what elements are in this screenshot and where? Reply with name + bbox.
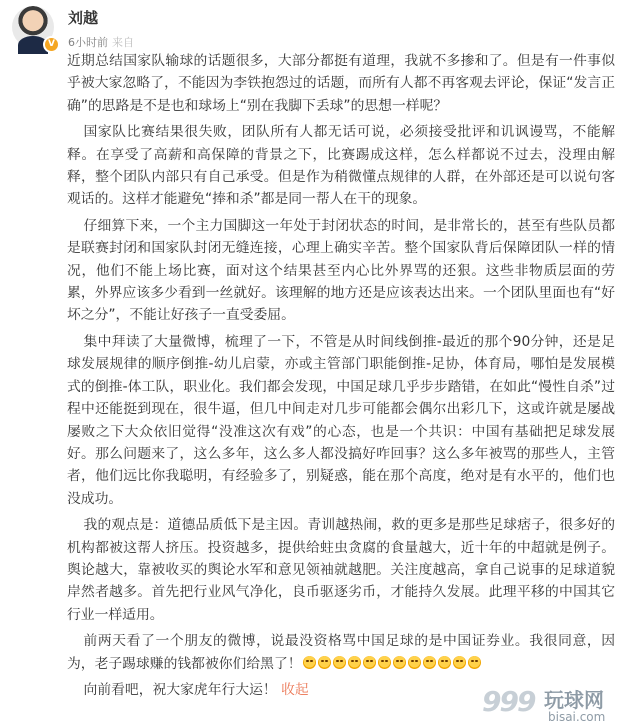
paragraph-6-text: 前两天看了一个朋友的微博，说最没资格骂中国足球的是中国证券业。我很同意，因为，老子踢球赚的钱都被你们给黑了！ <box>67 633 615 672</box>
post-time[interactable]: 6小时前 <box>68 36 108 49</box>
site-watermark <box>482 684 622 724</box>
laughing-crying-emoji <box>363 656 376 669</box>
post-source: 来自 <box>112 36 134 49</box>
post-meta <box>68 34 134 50</box>
laughing-crying-emoji <box>348 656 361 669</box>
laughing-crying-emoji <box>408 656 421 669</box>
paragraph-6 <box>67 630 615 675</box>
collapse-link[interactable]: 收起 <box>281 681 309 698</box>
author-avatar[interactable] <box>12 6 54 48</box>
emoji-row <box>302 656 482 672</box>
laughing-crying-emoji <box>468 656 481 669</box>
author-name[interactable]: 刘越 <box>68 9 99 27</box>
paragraph-3: 仔细算下来，一个主力国脚这一年处于封闭状态的时间，是非常长的，甚至有些队员都是联赛封闭和国家队封闭无缝连接，心理上确实辛苦。整个国家队背后保障团队一样的情况，他们不能上场比赛，面对这个结果甚至内心比外界骂的还狠。这些非物质层面的劳累，外界应该多少看到一丝就好。该理解的地方还是应该表达出来。一个团队里面也有“好坏之分”，不能让好孩子一直受委屈。 <box>67 217 615 324</box>
paragraph-7-text: 向前看吧，祝大家虎年行大运！ <box>83 681 277 698</box>
verified-badge-icon: V <box>43 36 60 53</box>
paragraph-1: 近期总结国家队输球的话题很多，大部分都挺有道理，我就不多掺和了。但是有一件事似乎被大家忽略了，不能因为李铁抱怨过的话题，而所有人都不再客观去评论，保证“发言正确”的思路是不是也和球场上“别在我脚下丢球”的思想一样呢？ <box>67 53 615 114</box>
watermark-text-en: bisai.com <box>548 710 606 724</box>
watermark-text-cn: 玩球网 <box>544 688 604 712</box>
laughing-crying-emoji <box>333 656 346 669</box>
laughing-crying-emoji <box>303 656 316 669</box>
post-header <box>0 0 624 52</box>
laughing-crying-emoji <box>393 656 406 669</box>
laughing-crying-emoji <box>423 656 436 669</box>
laughing-crying-emoji <box>318 656 331 669</box>
post-body <box>67 50 615 705</box>
paragraph-4: 集中拜读了大量微博，梳理了一下，不管是从时间线倒推-最近的那个90分钟，还是足球发展规律的顺序倒推-幼儿启蒙，亦或主管部门职能倒推-足协，体育局，哪怕是发展模式的倒推-体工队，职业化。我们都会发现，中国足球几乎步步踏错，在如此“慢性自杀”过程中还能挺到现在，很牛逼，但几中间走对几步可能都会偶尔出彩几下，这或许就是屡战屡败之下大众依旧觉得“没准这次有戏”的心态，也是一个共识：中国有基础把足球发展好。那么问题来了，这么多年，这么多人都没搞好咋回事？这么多年被骂的那些人，主管者，他们远比你我聪明，有经验多了，别疑惑，能在那个高度，绝对是有水平的，他们也没成功。 <box>67 333 615 507</box>
watermark-logo: 999 <box>482 685 535 718</box>
laughing-crying-emoji <box>378 656 391 669</box>
paragraph-5: 我的观点是：道德品质低下是主因。青训越热闹，救的更多是那些足球痞子，很多好的机构都被这帮人挤压。投资越多，提供给蛀虫贪腐的食量越大，近十年的中超就是例子。舆论越大，靠被收买的舆论水军和意见领袖就越肥。关注度越高，拿自己说事的足球道貌岸然者越多。首先把行业风气净化，良币驱逐劣币，才能持久发展。此理平移的中国其它行业一样适用。 <box>67 517 615 623</box>
laughing-crying-emoji <box>438 656 451 669</box>
paragraph-2: 国家队比赛结果很失败，团队所有人都无话可说，必须接受批评和讥讽谩骂，不能解释。在享受了高薪和高保障的背景之下，比赛踢成这样，怎么样都说不过去，没理由解释，整个团队内部只有自己承受。但是作为稍微懂点规律的人群，在外部还是可以说句客观话的。这样才能避免“捧和杀”都是同一帮人在干的现象。 <box>67 124 615 208</box>
laughing-crying-emoji <box>453 656 466 669</box>
